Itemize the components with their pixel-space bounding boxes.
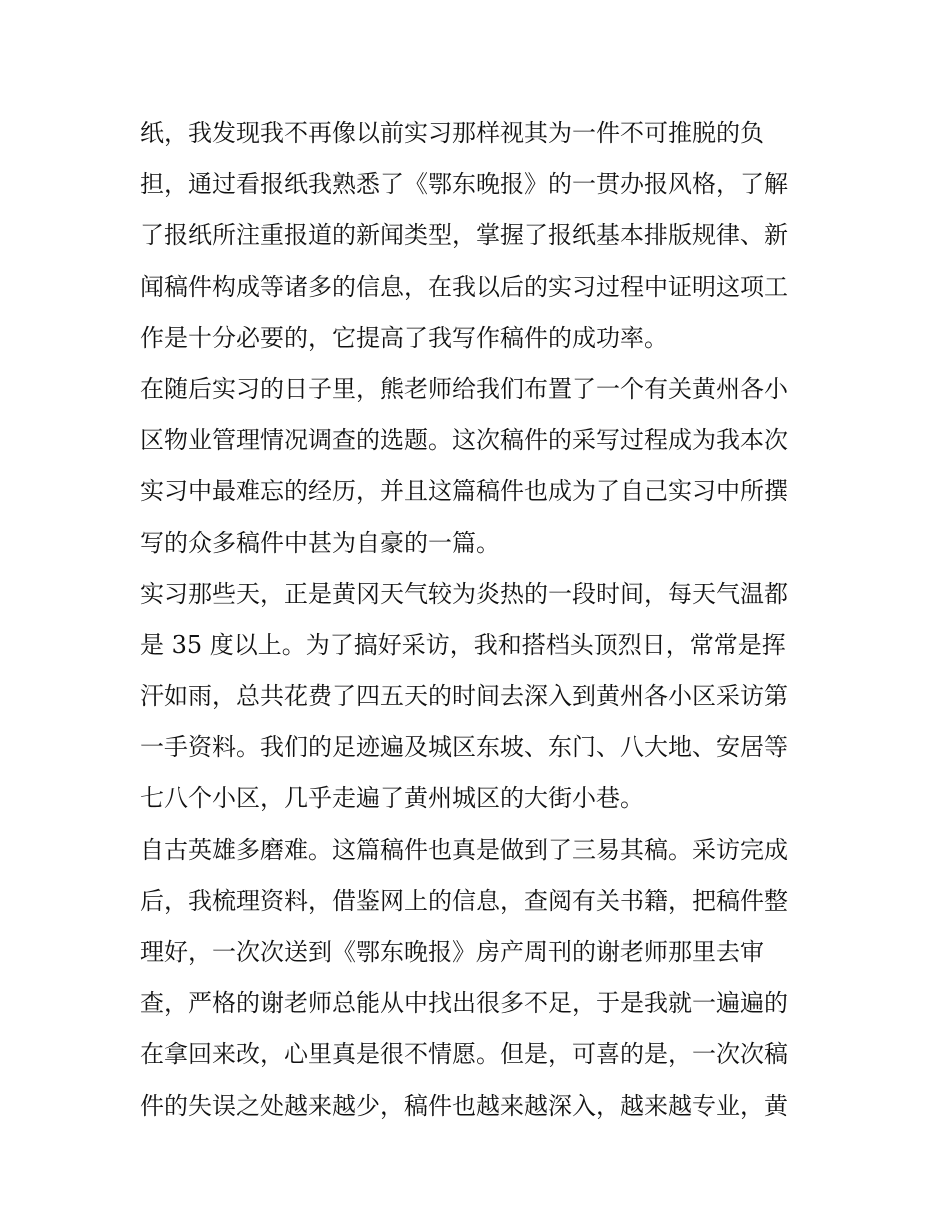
text-line: 实习中最难忘的经历，并且这篇稿件也成为了自己实习中所撰 [140,477,788,506]
text-line: 作是十分必要的，它提高了我写作稿件的成功率。 [140,323,668,352]
text-line: 实习那些天，正是黄冈天气较为炎热的一段时间，每天气温都 [140,579,788,608]
text-line: 区物业管理情况调查的选题。这次稿件的采写过程成为我本次 [140,426,788,455]
text-line: 是 35 度以上。为了搞好采访，我和搭档头顶烈日，常常是挥 [140,630,786,659]
text-line: 查，严格的谢老师总能从中找出很多不足，于是我就一遍遍的 [140,989,788,1018]
text-line: 七八个小区，几乎走遍了黄州城区的大街小巷。 [140,784,644,813]
text-line: 后，我梳理资料，借鉴网上的信息，查阅有关书籍，把稿件整 [140,886,788,915]
text-line: 担，通过看报纸我熟悉了《鄂东晚报》的一贯办报风格，了解 [140,170,788,199]
body-text [140,108,820,1132]
text-line: 闻稿件构成等诸多的信息，在我以后的实习过程中证明这项工 [140,272,788,301]
text-line: 件的失误之处越来越少，稿件也越来越深入，越来越专业，黄 [140,1091,788,1120]
text-line: 一手资料。我们的足迹遍及城区东坡、东门、八大地、安居等 [140,733,788,762]
text-line: 在拿回来改，心里真是很不情愿。但是，可喜的是，一次次稿 [140,1040,788,1069]
text-line: 纸，我发现我不再像以前实习那样视其为一件不可推脱的负 [140,119,764,147]
text-line: 理好，一次次送到《鄂东晚报》房产周刊的谢老师那里去审 [140,938,764,966]
text-line: 汗如雨，总共花费了四五天的时间去深入到黄州各小区采访第 [140,682,788,711]
text-line: 了报纸所注重报道的新闻类型，掌握了报纸基本排版规律、新 [140,221,788,250]
text-line: 自古英雄多磨难。这篇稿件也真是做到了三易其稿。采访完成 [140,835,788,864]
text-line: 写的众多稿件中甚为自豪的一篇。 [140,528,500,557]
text-line: 在随后实习的日子里，熊老师给我们布置了一个有关黄州各小 [140,374,788,403]
